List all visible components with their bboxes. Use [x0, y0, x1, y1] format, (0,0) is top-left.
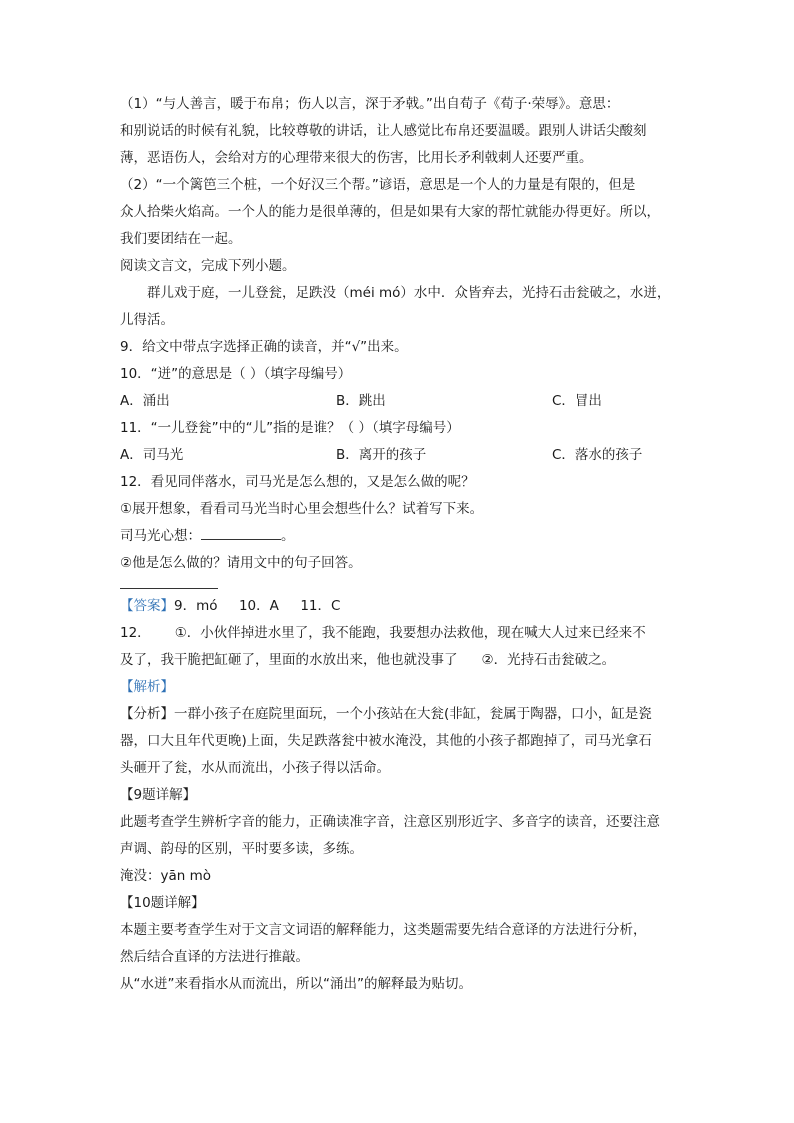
answer-tag: 【答案】 — [120, 598, 174, 614]
note1-line2: 和别说话的时候有礼貌，比较尊敬的讲话，让人感觉比布帛还要温暖。跟别人讲话尖酸刻 — [120, 123, 647, 139]
q9-detail-line1: 此题考查学生辨析字音的能力，正确读准字音，注意区别形近字、多音字的读音，还要注意 — [120, 814, 660, 830]
fenxi-line2: 器，口大且年代更晚)上面，失足跌落瓮中被水淹没，其他的小孩子都跑掉了，司马光拿石 — [120, 733, 652, 749]
option-b: B．跳出 — [336, 393, 386, 409]
divider-rule — [120, 588, 218, 589]
reading-instruction: 阅读文言文，完成下列小题。 — [120, 258, 296, 274]
classical-text-line2: 儿得活。 — [120, 312, 174, 328]
note2-line2: 众人拾柴火焰高。一个人的能力是很单薄的，但是如果有大家的帮忙就能办得更好。所以， — [120, 204, 660, 220]
answer-12-line2 — [120, 649, 676, 671]
answer-12-text2b: ②．光持石击瓮破之。 — [481, 652, 616, 668]
q9-detail-tag: 【9题详解】 — [120, 787, 197, 803]
question-9: 9．给文中带点字选择正确的读音，并“√”出来。 — [120, 339, 408, 355]
note2-line3: 我们要团结在一起。 — [120, 231, 242, 247]
q9-detail-line2: 声调、韵母的区别，平时要多读，多练。 — [120, 841, 363, 857]
answer-line — [120, 595, 676, 617]
q10-detail-line2: 然后结合直译的方法进行推敲。 — [120, 949, 309, 965]
document-page — [120, 93, 676, 1000]
question-12-think-line — [120, 525, 676, 547]
question-12-part2: ②他是怎么做的？请用文中的句子回答。 — [120, 555, 362, 571]
option-c: C．冒出 — [552, 393, 602, 409]
option-c: C．落水的孩子 — [552, 447, 643, 463]
analysis-tag: 【解析】 — [120, 679, 174, 695]
answer-blank — [201, 525, 281, 540]
q9-detail-line3: 淹没：yān mò — [120, 868, 212, 884]
fenxi-tag: 【分析】 — [120, 706, 174, 722]
question-11: 11．“一儿登瓮”中的“儿”指的是谁？（ ）（填字母编号） — [120, 420, 460, 436]
question-12-part1: ①展开想象，看看司马光当时心里会想些什么？试着写下来。 — [120, 501, 484, 517]
fenxi-text1: 一群小孩子在庭院里面玩，一个小孩站在大瓮(非缸，瓮属于陶器，口小，缸是瓷 — [174, 706, 652, 722]
q10-detail-tag: 【10题详解】 — [120, 895, 205, 911]
question-12: 12．看见同伴落水，司马光是怎么想的，又是怎么做的呢？ — [120, 474, 475, 490]
answer-items: 9．mó 10．A 11．C — [174, 598, 341, 614]
answer-12-line1 — [120, 622, 676, 644]
think-suffix: 。 — [281, 528, 295, 544]
option-a: A．涌出 — [120, 393, 170, 409]
note1-line3: 薄，恶语伤人，会给对方的心理带来很大的伤害，比用长矛利戟刺人还要严重。 — [120, 150, 593, 166]
answer-12-num: 12． — [120, 625, 151, 641]
fenxi-line3: 头砸开了瓮，水从而流出，小孩子得以活命。 — [120, 760, 390, 776]
question-10-options — [120, 390, 676, 412]
option-a: A．司马光 — [120, 447, 184, 463]
question-11-options — [120, 444, 676, 466]
answer-12-text1: ①．小伙伴掉进水里了，我不能跑，我要想办法救他，现在喊大人过来已经来不 — [174, 625, 646, 641]
note2-line1: （2）“一个篱笆三个桩，一个好汉三个帮。”谚语，意思是一个人的力量是有限的，但是 — [120, 177, 636, 193]
q10-detail-line3: 从“水迸”来看指水从而流出，所以“涌出”的解释最为贴切。 — [120, 976, 472, 992]
answer-12-text2: 及了，我干脆把缸砸了，里面的水放出来，他也就没事了 — [120, 652, 458, 668]
question-10: 10．“迸”的意思是（ ）（填字母编号） — [120, 366, 352, 382]
classical-text-line1: 群儿戏于庭，一儿登瓮，足跌没（méi mó）水中．众皆弃去，光持石击瓮破之，水迸， — [147, 285, 671, 301]
q10-detail-line1: 本题主要考查学生对于文言文词语的解释能力，这类题需要先结合意译的方法进行分析， — [120, 922, 647, 938]
think-prefix: 司马光心想： — [120, 528, 201, 544]
note1-line1: （1）“与人善言，暖于布帛；伤人以言，深于矛戟。”出自荀子《荀子·荣辱》。意思： — [120, 96, 620, 112]
option-b: B．离开的孩子 — [336, 447, 427, 463]
fenxi-line1 — [120, 703, 676, 725]
